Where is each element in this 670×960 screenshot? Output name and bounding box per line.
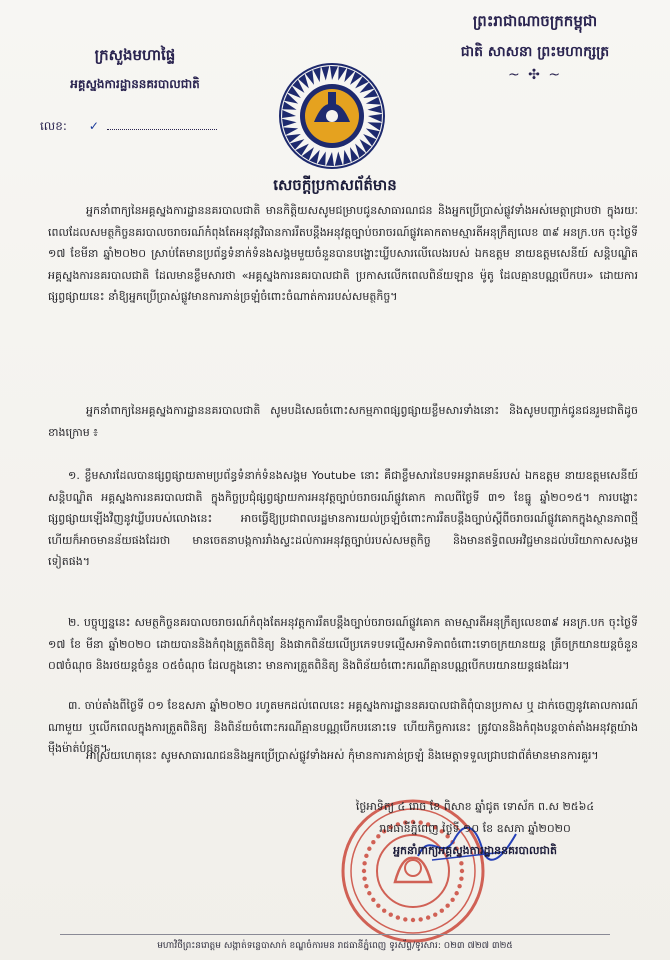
department-name: អគ្គស្នងការដ្ឋាននគរបាលជាតិ: [70, 77, 200, 91]
official-stamp-icon: [340, 798, 486, 944]
national-motto: ជាតិ សាសនា ព្រះមហាក្សត្រ: [460, 44, 610, 60]
paragraph-intro: អ្នកនាំពាក្យនៃអគ្គស្នងការដ្ឋាននគរបាលជាតិ មានកិត្តិយសសូមជម្រាបជូនសាធារណជន និងអ្នកប្រើប្រាស់ផ្លូវទាំងអស់មេត្តាជ្រាបថា ក្នុងរយៈពេលដែលសមត្ថកិច្ចនគរបាលចរាចរណ៍កំពុងតែអនុវត្តវិធានការរឹតបន្តឹងអនុវត្តច្បាប់ចរាចរណ៍ផ្លូវគោកតាមស្មារតីអនុក្រឹត្យលេខ ៣៩ អនក្រ.បក ចុះថ្ងៃទី ១៧ ខែមីនា ឆ្នាំ២០២០ ស្រាប់តែមានប្រព័ន្ធទំនាក់ទំនងសង្គមមួយចំនួនបានបង្ហោះឃ្លីបសារលើលេងរបស់ ឯកឧត្តម នាយឧត្តមសេនីយ៍ សន្តិបណ្ឌិត អគ្គស្នងការនគរបាលជាតិ ដែលមានខ្លឹមសារថា «អគ្គស្នងការនគរបាលជាតិ ប្រកាសលើកពេលពិន័យឡាន ម៉ូតូ ដែលគ្មានបណ្ណបើកបរ» ដោយការផ្សព្វផ្សាយនេះ នាំឱ្យអ្នកប្រើប្រាស់ផ្លូវមានការភាន់ច្រឡំចំពោះចំណាត់ការរបស់សមត្ថកិច្ច។: [48, 204, 638, 303]
header-left: [30, 46, 240, 94]
ornament-icon: ~ ✣ ~: [507, 67, 563, 83]
list-item-1: ១. ខ្លឹមសារដែលបានផ្សព្វផ្សាយតាមប្រព័ន្ធទំនាក់ទំនងសង្គម Youtube នោះ គឺជាខ្លឹមសារនៃបទអន្តរាគមន៍របស់ ឯកឧត្តម នាយឧត្តមសេនីយ៍ សន្តិបណ្ឌិត អគ្គស្នងការនគរបាលជាតិ ក្នុងកិច្ចប្រជុំផ្សព្វផ្សាយការអនុវត្តច្បាប់ចរាចរណ៍ផ្លូវគោក កាលពីថ្ងៃទី ៣១ ខែធ្នូ ឆ្នាំ២០១៥។ ការបង្ហោះផ្សព្វផ្សាយឡើងវិញនូវឃ្លីបរបស់លោងនេះ អាចធ្វើឱ្យប្រជាពលរដ្ឋមានការយល់ច្រឡំចំពោះការរឹតបន្តឹងច្បាប់ស្ដីពីចរាចរណ៍ផ្លូវគោកក្នុងស្ថានភាពថ្មី ហើយក៏អាចមានន័យផងដែរថា មានចេតនាបង្កការរាំងស្ទះដល់ការអនុវត្តច្បាប់របស់សមត្ថកិច្ច និងមានឥទ្ធិពលអវិជ្ជមានដល់បរិយាកាសសង្គមទៀតផង។: [48, 469, 638, 568]
police-emblem-icon: [278, 62, 386, 170]
ministry-name: ក្រសួងមហាផ្ទៃ: [94, 46, 176, 64]
footer-address: មហាវិថីព្រះនរោត្តម សង្កាត់ទន្លេបាសាក់ ខណ្ឌចំការមន រាជធានីភ្នំពេញ ទូរស័ព្ទ/ទូរសារ: ០២៣ ៧២៧ ៣២៥: [157, 941, 513, 951]
reference-line: [107, 129, 217, 130]
reference-number: [40, 118, 217, 136]
document-title: សេចក្ដីប្រកាសព័ត៌មាន: [273, 176, 397, 194]
reference-label: លេខ:: [40, 119, 67, 133]
footer-divider: [60, 934, 610, 935]
date-lunar: ថ្ងៃអាទិត្យ ៤ រោច ខែ ពិសាខ ឆ្នាំជូត ទោស័ក ព.ស ២៥៦៤: [355, 800, 595, 813]
signer-title: អ្នកនាំពាក្យអគ្គស្នងការដ្ឋាននគរបាលជាតិ: [393, 844, 557, 857]
date-solar: រាជធានីភ្នំពេញ ថ្ងៃទី ១០ ខែ ឧសភា ឆ្នាំ២០២០: [379, 822, 571, 835]
kingdom-name: ព្រះរាជាណាចក្រកម្ពុជា: [472, 12, 598, 30]
list-item-2: ២. បច្ចុប្បន្ននេះ សមត្ថកិច្ចនគរបាលចរាចរណ៍កំពុងតែអនុវត្តការរឹតបន្តឹងច្បាប់ចរាចរណ៍ផ្លូវគោក តាមស្មារតីអនុក្រឹត្យលេខ៣៩ អនក្រ.បក ចុះថ្ងៃទី ១៧ ខែ មីនា ឆ្នាំ២០២០ ដោយបាននិងកំពុងត្រួតពិនិត្យ និងផាកពិន័យលើប្រភេទបទល្មើសអាទិភាពចំពោះទោចក្រយានយន្ត ត្រីចក្រយានយន្តចំនួន ០៧ចំណុច និងរថយន្តចំនួន ០៥ចំណុច ដែលក្នុងនោះ មានការត្រួតពិនិត្យ និងពិន័យចំពោះករណីគ្មានបណ្ណបើកបរយានយន្តផងដែរ។: [48, 616, 638, 672]
list-item-3: ៣. ចាប់តាំងពីថ្ងៃទី ០១ ខែឧសភា ឆ្នាំ២០២០ រហូតមកដល់ពេលនេះ អគ្គស្នងការដ្ឋាននគរបាលជាតិពុំបានប្រកាស ឬ ដាក់ចេញនូវគោលការណ៍ណាមួយ ឬលើកពេលក្នុងការត្រួតពិនិត្យ និងពិន័យចំពោះករណីគ្មានបណ្ណបើកបរនោះទេ ហើយកិច្ចការនេះ ត្រូវបាននិងកំពុងបន្តចាត់តាំងអនុវត្តយ៉ាងម៉ឺងម៉ាត់បំផុត។: [48, 699, 638, 755]
paragraph-closing: អាស្រ័យហេតុនេះ សូមសាធារណជននិងអ្នកប្រើប្រាស់ផ្លូវទាំងអស់ កុំមានការភាន់ច្រឡំ និងមេត្តាទទួលជ្រាបជាព័ត៌មានមានការគួរ។: [86, 749, 599, 762]
header-right: [420, 12, 650, 83]
reference-check-icon: ✓: [88, 119, 99, 133]
paragraph-denial: អ្នកនាំពាក្យនៃអគ្គស្នងការដ្ឋាននគរបាលជាតិ សូមបដិសេធចំពោះសកម្មភាពផ្សព្វផ្សាយខ្លឹមសារទាំងនោះ និងសូមបញ្ជាក់ជូនជនរួមជាតិដូចខាងក្រោម ៖: [48, 404, 638, 439]
